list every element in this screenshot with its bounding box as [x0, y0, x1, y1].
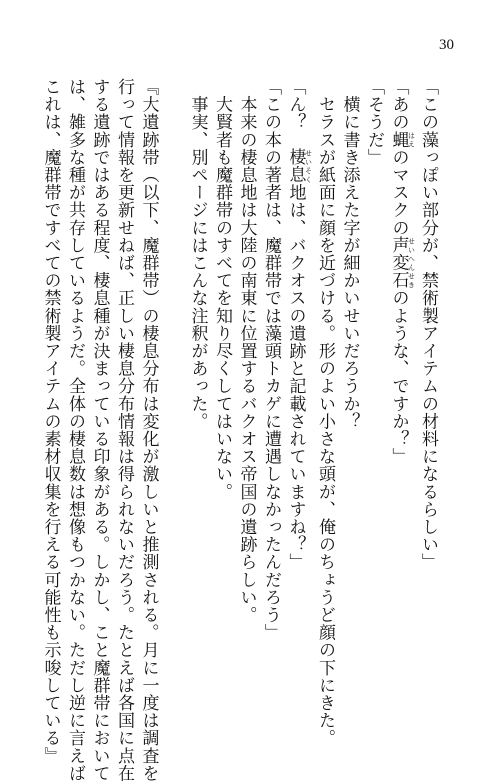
- annotation-line: は、雑多な種が共存しているようだ。全体の棲息数は想像もつかない。ただし逆に言えば: [65, 78, 85, 782]
- blank-line: [161, 78, 186, 678]
- text-line: 大賢者も魔群帯のすべてを知り尽くしてはいない。: [212, 78, 232, 501]
- text-line: セラスが紙面に顔を近づける。形のよい小さな頭が、俺のちょうど顔の下にきた。: [315, 78, 335, 747]
- ruby-seihenseki: 声変石 せいへんせき: [388, 236, 416, 290]
- text-line: 事実、別ページにはこんな注釈があった。: [187, 78, 208, 430]
- ruby-seisoku: 棲息 せいそく: [285, 148, 313, 184]
- novel-text: [20, 78, 440, 782]
- ruby-hae: 蝿 はえ: [388, 130, 416, 149]
- annotation-line: これは、魔群帯ですべての禁術製アイテムの素材収集を行える可能性も示唆している』: [40, 78, 61, 765]
- text-line-with-ruby: 「ん？ 棲息 せいそく地は、バクオスの遺跡と記載されていますね？」: [285, 78, 313, 571]
- text-line: 「この藻っぽい部分が、禁術製アイテムの材料になるらしい」: [418, 78, 438, 571]
- text-line: 「この本の著者は、魔群帯では藻頭トカゲに遭遇しなかったんだろう」: [261, 78, 281, 642]
- annotation-line: 行って情報を更新せねば、正しい棲息分布情報は得られないだろう。たとえば各国に点在: [114, 78, 134, 782]
- annotation-line: する遺跡ではある程度、棲息種が決まっている印象がある。しかし、こと魔群帯において: [89, 78, 110, 782]
- text-line-with-ruby: 「あの蝿 はえのマスクの声変石 せいへんせきのような、ですか？」: [388, 78, 416, 466]
- page-number: 30: [439, 37, 454, 53]
- text-line: 横に書き添えた字が細かいせいだろうか？: [339, 78, 360, 430]
- annotation-line: 『大遺跡帯（以下、魔群帯）の棲息分布は変化が激しいと推測される。月に一度は調査を: [138, 78, 159, 782]
- text-line: 本来の棲息地は大陸の南東に位置するバクオス帝国の遺跡らしい。: [236, 78, 257, 624]
- text-line: 「そうだ」: [364, 78, 384, 166]
